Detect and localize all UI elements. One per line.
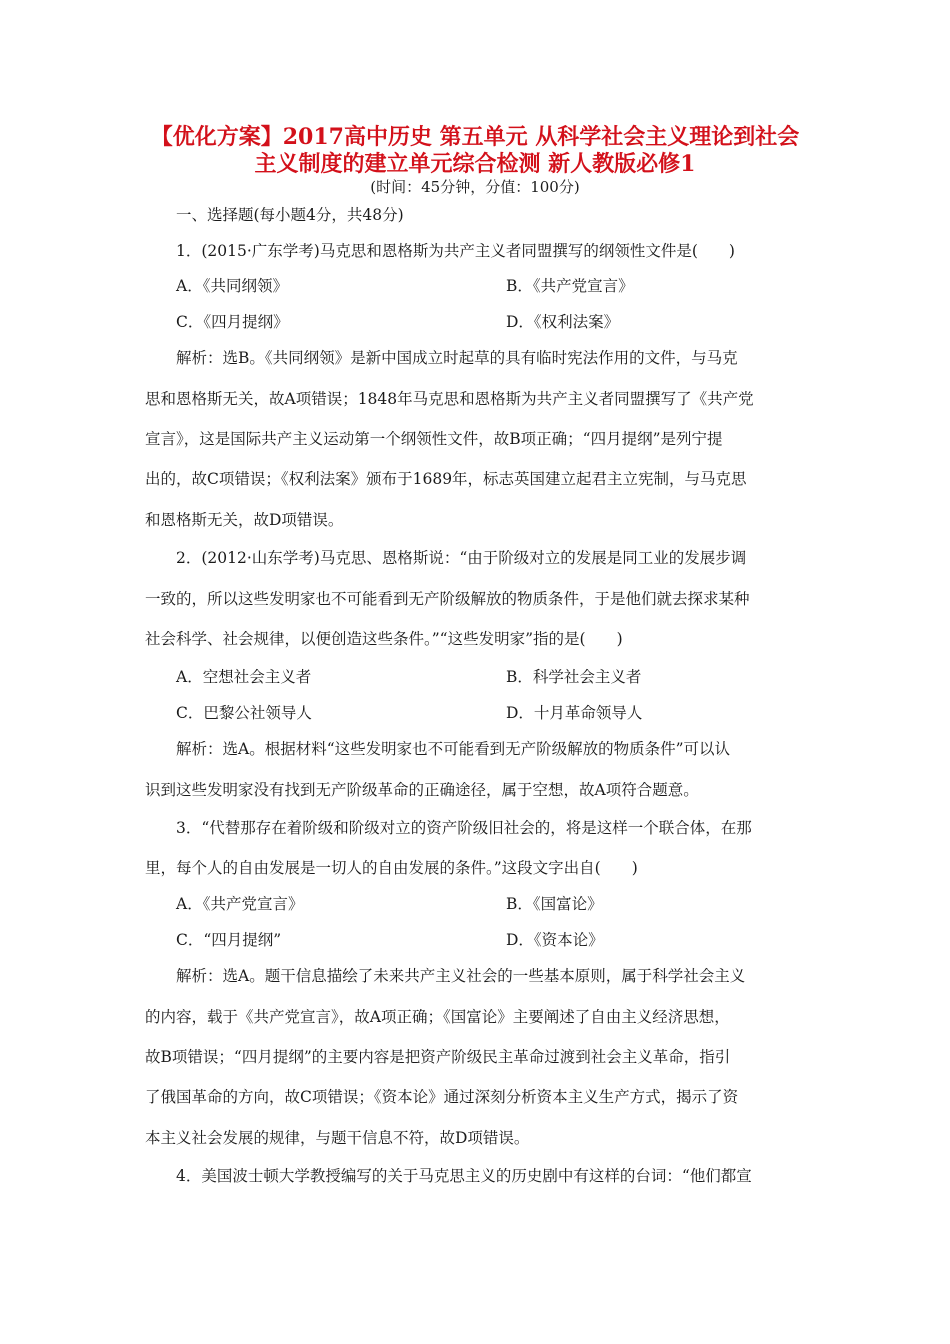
question-1-explanation-line: 解析：选B。《共同纲领》是新中国成立时起草的具有临时宪法作用的文件，与马克 bbox=[176, 349, 738, 367]
question-2-option-b: B．科学社会主义者 bbox=[506, 668, 642, 686]
question-1-option-d: D．《权利法案》 bbox=[506, 313, 620, 331]
question-2-explanation-line: 识到这些发明家没有找到无产阶级革命的正确途径，属于空想，故A项符合题意。 bbox=[145, 781, 699, 799]
question-1-explanation-line: 出的，故C项错误；《权利法案》颁布于1689年，标志英国建立起君主立宪制，与马克思 bbox=[145, 470, 747, 488]
question-4-stem-line: 4．美国波士顿大学教授编写的关于马克思主义的历史剧中有这样的台词：“他们都宣 bbox=[176, 1167, 752, 1185]
question-2-option-d: D．十月革命领导人 bbox=[506, 704, 643, 722]
question-3-explanation-line: 了俄国革命的方向，故C项错误；《资本论》通过深刻分析资本主义生产方式，揭示了资 bbox=[145, 1088, 739, 1106]
question-3-explanation-line: 本主义社会发展的规律，与题干信息不符，故D项错误。 bbox=[145, 1129, 530, 1147]
question-1-option-b: B．《共产党宣言》 bbox=[506, 277, 634, 295]
question-2-stem-line: 2．(2012·山东学考)马克思、恩格斯说：“由于阶级对立的发展是同工业的发展步调 bbox=[176, 549, 747, 567]
section-heading: 一、选择题(每小题4分，共48分) bbox=[176, 206, 404, 224]
document-title-line-2: 主义制度的建立单元综合检测 新人教版必修1 bbox=[254, 151, 696, 177]
question-2-explanation-line: 解析：选A。根据材料“这些发明家也不可能看到无产阶级解放的物质条件”可以认 bbox=[176, 740, 731, 758]
question-2-stem-line: 社会科学、社会规律，以便创造这些条件。”“这些发明家”指的是( ) bbox=[145, 630, 623, 648]
question-3-option-d: D．《资本论》 bbox=[506, 931, 604, 949]
question-1-option-c: C．《四月提纲》 bbox=[176, 313, 289, 331]
question-1-explanation-line: 思和恩格斯无关，故A项错误；1848年马克思和恩格斯为共产主义者同盟撰写了《共产党 bbox=[145, 390, 754, 408]
question-3-explanation-line: 解析：选A。题干信息描绘了未来共产主义社会的一些基本原则，属于科学社会主义 bbox=[176, 967, 746, 985]
question-1-explanation-line: 宣言》，这是国际共产主义运动第一个纲领性文件，故B项正确；“四月提纲”是列宁提 bbox=[145, 430, 723, 448]
question-1-option-a: A．《共同纲领》 bbox=[176, 277, 288, 295]
question-3-option-b: B．《国富论》 bbox=[506, 895, 603, 913]
question-3-option-c: C．“四月提纲” bbox=[176, 931, 282, 949]
question-2-stem-line: 一致的，所以这些发明家也不可能看到无产阶级解放的物质条件，于是他们就去探求某种 bbox=[145, 590, 750, 608]
question-3-stem-line: 里，每个人的自由发展是一切人的自由发展的条件。”这段文字出自( ) bbox=[145, 859, 638, 877]
question-1-explanation-line: 和恩格斯无关，故D项错误。 bbox=[145, 511, 344, 529]
question-2-option-a: A．空想社会主义者 bbox=[176, 668, 312, 686]
exam-time-score: (时间：45分钟，分值：100分) bbox=[370, 178, 580, 196]
question-2-option-c: C．巴黎公社领导人 bbox=[176, 704, 312, 722]
document-title-line-1: 【优化方案】2017高中历史 第五单元 从科学社会主义理论到社会 bbox=[150, 124, 800, 150]
question-3-explanation-line: 的内容，载于《共产党宣言》，故A项正确；《国富论》主要阐述了自由主义经济思想， bbox=[145, 1008, 730, 1026]
question-3-option-a: A．《共产党宣言》 bbox=[176, 895, 304, 913]
question-3-stem-line: 3．“代替那存在着阶级和阶级对立的资产阶级旧社会的，将是这样一个联合体，在那 bbox=[176, 819, 752, 837]
question-3-explanation-line: 故B项错误；“四月提纲”的主要内容是把资产阶级民主革命过渡到社会主义革命，指引 bbox=[145, 1048, 731, 1066]
question-1-stem: 1．(2015·广东学考)马克思和恩格斯为共产主义者同盟撰写的纲领性文件是( ) bbox=[176, 242, 735, 260]
